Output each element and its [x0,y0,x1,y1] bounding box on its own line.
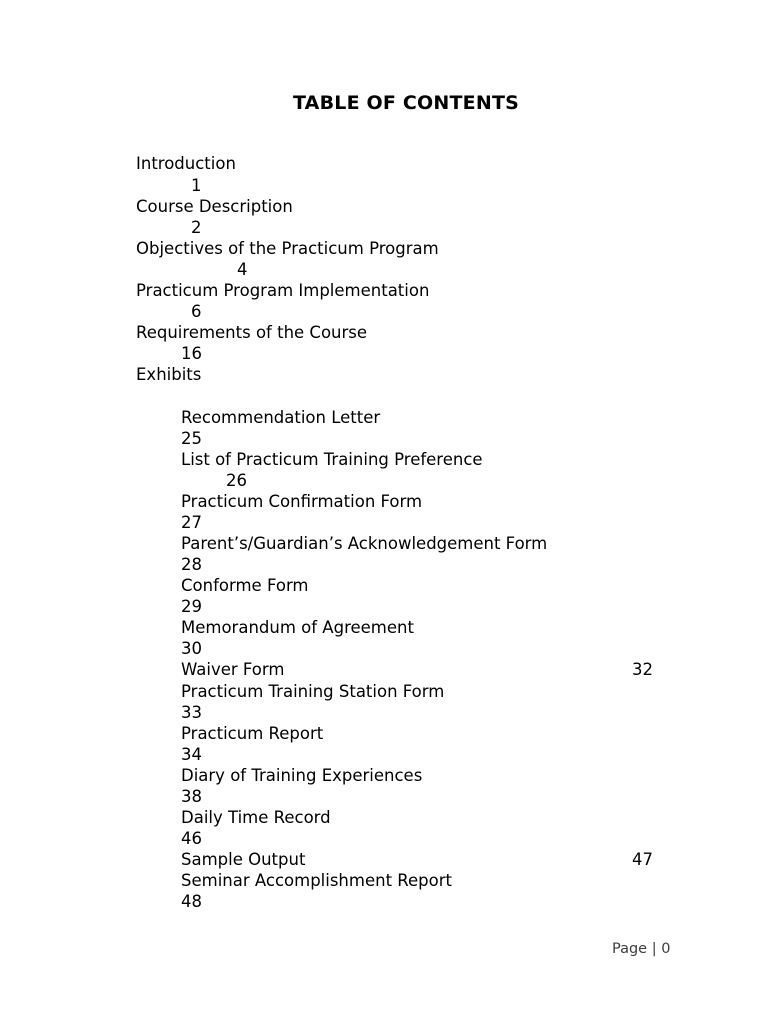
exhibit-memorandum-page: 30 [181,639,202,658]
exhibit-waiver-form-label: Waiver Form [181,660,285,679]
exhibit-recommendation-letter-label: Recommendation Letter [181,408,381,427]
exhibit-training-preference-page: 26 [226,471,247,490]
toc-entry-requirements-label: Requirements of the Course [136,323,368,342]
toc-exhibits-heading: Exhibits [136,365,202,384]
exhibit-training-station-form-page: 33 [181,703,202,722]
exhibit-diary-label: Diary of Training Experiences [181,766,423,785]
exhibit-conforme-form-page: 29 [181,597,202,616]
page-number-footer: Page | 0 [612,941,671,957]
exhibit-training-preference-label: List of Practicum Training Preference [181,450,483,469]
document-title: TABLE OF CONTENTS [292,92,519,114]
exhibit-practicum-report-label: Practicum Report [181,724,324,743]
exhibit-sample-output-page: 47 [632,850,653,869]
toc-entry-implementation-page: 6 [191,302,202,321]
toc-entry-course-description-page: 2 [191,218,202,237]
exhibit-waiver-form-page: 32 [632,660,653,679]
toc-entry-course-description-label: Course Description [136,197,293,216]
exhibit-practicum-report-page: 34 [181,745,202,764]
exhibit-time-record-label: Daily Time Record [181,808,331,827]
exhibit-time-record-page: 46 [181,829,202,848]
exhibit-recommendation-letter-page: 25 [181,429,202,448]
exhibit-diary-page: 38 [181,787,202,806]
toc-entry-objectives-label: Objectives of the Practicum Program [136,239,439,258]
exhibit-memorandum-label: Memorandum of Agreement [181,618,414,637]
exhibit-confirmation-form-label: Practicum Confirmation Form [181,492,423,511]
exhibit-acknowledgement-form-page: 28 [181,555,202,574]
exhibit-conforme-form-label: Conforme Form [181,576,309,595]
exhibit-sample-output-label: Sample Output [181,850,306,869]
exhibit-training-station-form-label: Practicum Training Station Form [181,682,445,701]
exhibit-confirmation-form-page: 27 [181,513,202,532]
toc-entry-introduction-page: 1 [191,176,202,195]
exhibit-seminar-report-page: 48 [181,892,202,911]
toc-entry-implementation-label: Practicum Program Implementation [136,281,430,300]
toc-entry-requirements-page: 16 [181,344,202,363]
toc-entry-objectives-page: 4 [237,260,248,279]
exhibit-seminar-report-label: Seminar Accomplishment Report [181,871,452,890]
exhibit-acknowledgement-form-label: Parent’s/Guardian’s Acknowledgement Form [181,534,548,553]
toc-entry-introduction-label: Introduction [136,154,236,173]
